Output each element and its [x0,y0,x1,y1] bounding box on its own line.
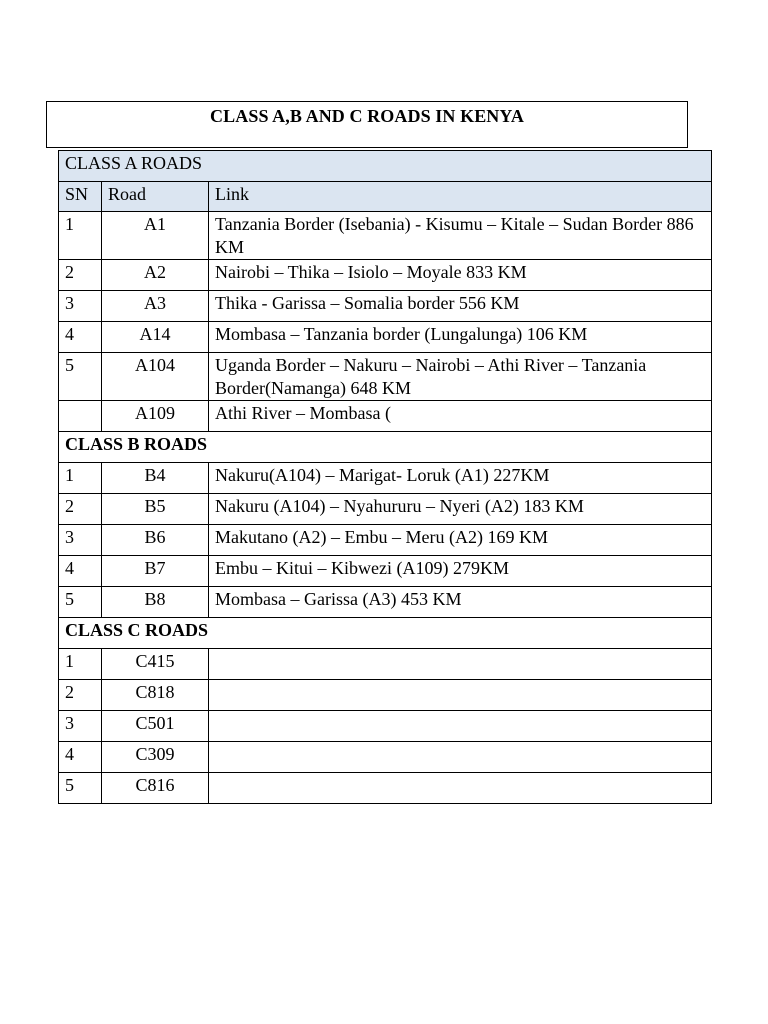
link-cell: Nakuru (A104) – Nyahururu – Nyeri (A2) 183 KM [209,494,712,525]
sn-cell: 5 [59,587,102,618]
link-cell: Mombasa – Garissa (A3) 453 KM [209,587,712,618]
link-cell: Nairobi – Thika – Isiolo – Moyale 833 KM [209,260,712,291]
road-cell: C501 [102,711,209,742]
link-cell: Nakuru(A104) – Marigat- Loruk (A1) 227KM [209,463,712,494]
link-cell: Thika - Garissa – Somalia border 556 KM [209,291,712,322]
sn-cell: 5 [59,353,102,401]
road-cell: A1 [102,212,209,260]
road-cell: C415 [102,649,209,680]
road-cell: A104 [102,353,209,401]
road-cell: A14 [102,322,209,353]
column-header-row [59,182,712,212]
link-cell: Embu – Kitui – Kibwezi (A109) 279KM [209,556,712,587]
link-cell: Tanzania Border (Isebania) - Kisumu – Kitale – Sudan Border 886 KM [209,212,712,260]
header-road: Road [102,182,209,212]
sn-cell: 1 [59,649,102,680]
table-row [59,587,712,618]
table-row [59,494,712,525]
sn-cell: 5 [59,773,102,804]
road-cell: B8 [102,587,209,618]
sn-cell: 1 [59,212,102,260]
sn-cell: 4 [59,742,102,773]
road-cell: B7 [102,556,209,587]
class-a-heading-row [59,151,712,182]
class-a-heading: CLASS A ROADS [59,151,712,182]
table-row [59,556,712,587]
link-cell: Athi River – Mombasa ( [209,401,712,432]
link-cell: Makutano (A2) – Embu – Meru (A2) 169 KM [209,525,712,556]
road-cell: C309 [102,742,209,773]
header-link: Link [209,182,712,212]
road-cell: A2 [102,260,209,291]
link-cell: Uganda Border – Nakuru – Nairobi – Athi River – Tanzania Border(Namanga) 648 KM [209,353,712,401]
class-c-heading: CLASS C ROADS [59,618,712,649]
table-row [59,322,712,353]
road-cell: A109 [102,401,209,432]
table-row [59,260,712,291]
header-sn: SN [59,182,102,212]
title-box [46,101,688,148]
table-row [59,711,712,742]
sn-cell: 4 [59,322,102,353]
link-cell [209,773,712,804]
road-cell: B6 [102,525,209,556]
class-b-heading-row [59,432,712,463]
table-row [59,463,712,494]
sn-cell: 1 [59,463,102,494]
road-cell: C816 [102,773,209,804]
table-row [59,525,712,556]
road-cell: B5 [102,494,209,525]
table-row [59,212,712,260]
sn-cell: 2 [59,260,102,291]
sn-cell [59,401,102,432]
sn-cell: 3 [59,525,102,556]
sn-cell: 3 [59,291,102,322]
document-title: CLASS A,B AND C ROADS IN KENYA [210,106,524,126]
table-row [59,680,712,711]
class-b-heading: CLASS B ROADS [59,432,712,463]
sn-cell: 4 [59,556,102,587]
road-cell: C818 [102,680,209,711]
table-row [59,649,712,680]
road-cell: B4 [102,463,209,494]
road-cell: A3 [102,291,209,322]
link-cell [209,680,712,711]
table-row [59,401,712,432]
sn-cell: 3 [59,711,102,742]
table-row [59,353,712,401]
link-cell [209,711,712,742]
table-row [59,742,712,773]
roads-table [58,150,712,804]
table-row [59,773,712,804]
table-row [59,291,712,322]
link-cell [209,649,712,680]
sn-cell: 2 [59,494,102,525]
link-cell [209,742,712,773]
class-c-heading-row [59,618,712,649]
sn-cell: 2 [59,680,102,711]
link-cell: Mombasa – Tanzania border (Lungalunga) 106 KM [209,322,712,353]
